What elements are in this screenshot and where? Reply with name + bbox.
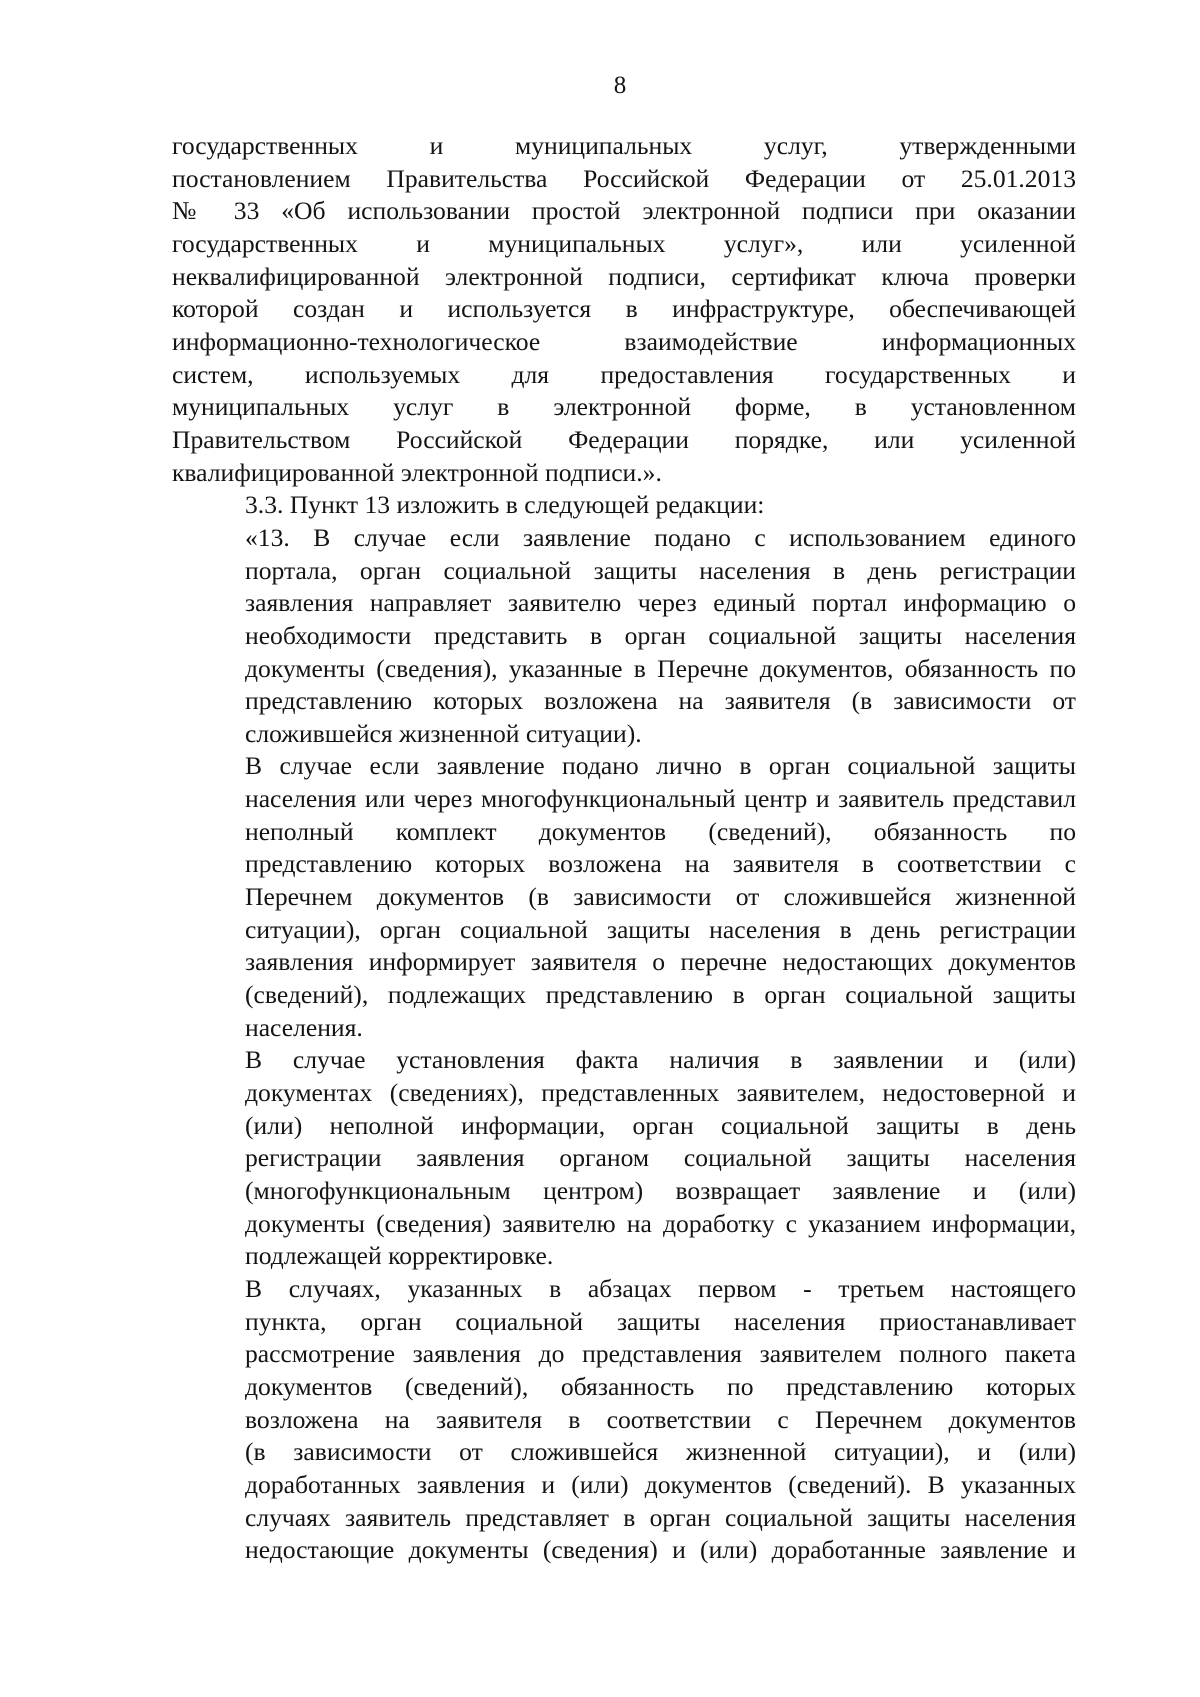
text-line: населения. [245, 1012, 363, 1042]
text-line: возложена на заявителя в соответствии с Перечнем документов [245, 1404, 1076, 1434]
document-body [172, 130, 1076, 1567]
text-line: заявления направляет заявителю через единый портал информацию о [245, 588, 1076, 618]
text-line: В случае установления факта наличия в заявлении и (или) [245, 1045, 1076, 1075]
text-line: неполный комплект документов (сведений), обязанность по [245, 816, 1076, 846]
text-line: Правительством Российской Федерации порядке, или усиленной [172, 424, 1076, 454]
text-line: В случаях, указанных в абзацах первом - третьем настоящего [245, 1273, 1076, 1303]
text-line: (сведений), подлежащих представлению в орган социальной защиты [245, 980, 1076, 1010]
text-line: регистрации заявления органом социальной защиты населения [245, 1143, 1076, 1173]
text-line: доработанных заявления и (или) документов (сведений). В указанных [245, 1469, 1076, 1499]
text-line: необходимости представить в орган социальной защиты населения [245, 620, 1076, 650]
paragraph [172, 130, 1076, 489]
text-line: случаях заявитель представляет в орган социальной защиты населения [245, 1502, 1076, 1532]
text-line: документов (сведений), обязанность по представлению которых [245, 1371, 1076, 1401]
text-line: документы (сведения), указанные в Перечне документов, обязанность по [245, 653, 1076, 683]
text-line: документах (сведениях), представленных заявителем, недостоверной и [245, 1078, 1076, 1108]
text-line: документы (сведения) заявителю на доработку с указанием информации, [245, 1208, 1076, 1238]
text-line: заявления информирует заявителя о перечне недостающих документов [245, 947, 1076, 977]
text-line: (или) неполной информации, орган социальной защиты в день [245, 1110, 1076, 1140]
text-line: В случае если заявление подано лично в орган социальной защиты [245, 751, 1076, 781]
text-line: представлению которых возложена на заявителя (в зависимости от [245, 686, 1076, 716]
text-line: населения или через многофункциональный центр и заявитель представил [245, 784, 1076, 814]
paragraph [172, 1044, 1076, 1273]
text-line: «13. В случае если заявление подано с использованием единого [245, 522, 1076, 552]
text-line: ситуации), орган социальной защиты населения в день регистрации [245, 914, 1076, 944]
text-line: (многофункциональным центром) возвращает заявление и (или) [245, 1176, 1076, 1205]
text-line: государственных и муниципальных услуг», или усиленной [172, 228, 1076, 258]
text-line: постановлением Правительства Российской Федерации от 25.01.2013 [172, 163, 1076, 193]
text-line: портала, орган социальной защиты населения в день регистрации [245, 555, 1076, 585]
page-number: 8 [613, 72, 627, 99]
text-line: подлежащей корректировке. [245, 1241, 554, 1271]
text-line: Перечнем документов (в зависимости от сложившейся жизненной [245, 882, 1076, 912]
text-line: сложившейся жизненной ситуации). [245, 718, 642, 748]
text-line: государственных и муниципальных услуг, утвержденными [172, 131, 1076, 160]
text-line: муниципальных услуг в электронной форме, в установленном [172, 392, 1076, 422]
paragraph [172, 750, 1076, 1044]
paragraph [172, 1273, 1076, 1567]
text-line: систем, используемых для предоставления государственных и [172, 359, 1076, 389]
text-line: недостающие документы (сведения) и (или) доработанные заявление и [245, 1535, 1076, 1565]
text-line: информационно-технологическое взаимодействие информационных [172, 326, 1076, 356]
text-line: пункта, орган социальной защиты населения приостанавливает [245, 1306, 1076, 1336]
text-line: № 33 «Об использовании простой электронной подписи при оказании [172, 196, 1076, 226]
text-line: рассмотрение заявления до представления заявителем полного пакета [245, 1339, 1076, 1369]
text-line: (в зависимости от сложившейся жизненной ситуации), и (или) [245, 1437, 1076, 1467]
text-line: 3.3. Пункт 13 изложить в следующей редакции: [245, 490, 765, 520]
text-line: квалифицированной электронной подписи.». [172, 457, 662, 487]
text-line: представлению которых возложена на заявителя в соответствии с [245, 849, 1076, 879]
text-line: которой создан и используется в инфраструктуре, обеспечивающей [172, 294, 1076, 324]
paragraph [172, 489, 1076, 522]
paragraph [172, 522, 1076, 751]
text-line: неквалифицированной электронной подписи, сертификат ключа проверки [172, 261, 1076, 291]
